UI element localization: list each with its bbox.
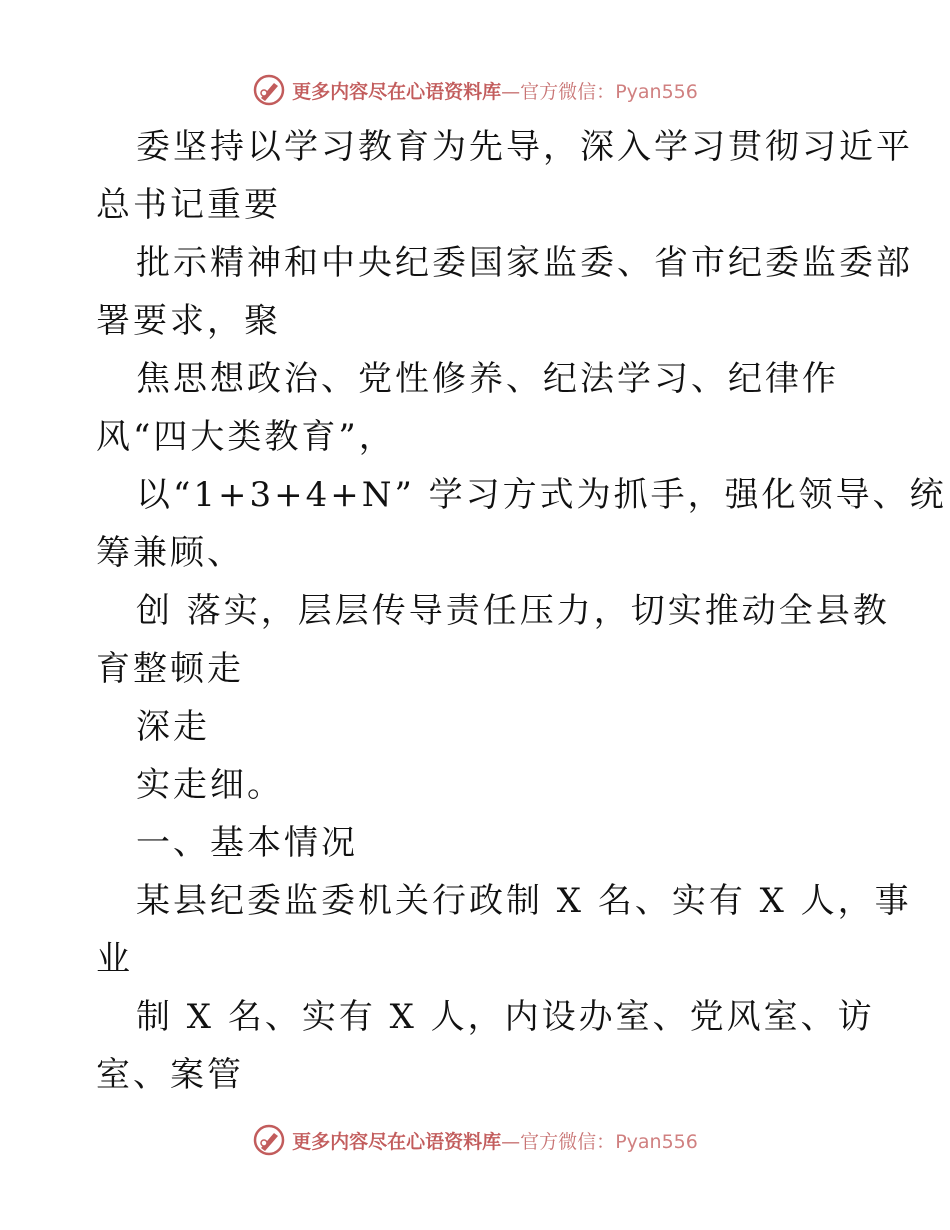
text-line: 筹兼顾、 xyxy=(96,533,244,573)
watermark-official: 官方微信： xyxy=(520,1130,616,1153)
pen-logo-icon xyxy=(252,73,286,107)
section-heading: 一、基本情况 xyxy=(136,823,358,863)
header-watermark xyxy=(0,70,950,110)
text-line: 焦思想政治、党性修养、纪法学习、纪律作 xyxy=(136,359,839,399)
text-line: 批示精神和中央纪委国家监委、省市纪委监委部 xyxy=(136,243,913,283)
text-line: 深走 xyxy=(136,707,210,747)
text-line: 室、案管 xyxy=(96,1055,244,1095)
text-line: 业 xyxy=(96,939,133,979)
text-line: 创 落实，层层传导责任压力，切实推动全县教 xyxy=(136,591,890,631)
text-line: 署要求，聚 xyxy=(96,301,281,341)
text-line: 总书记重要 xyxy=(96,185,281,225)
watermark-official: 官方微信： xyxy=(520,80,616,103)
text-line: 实走细。 xyxy=(136,765,284,805)
text-line: 以“1+3+4+N” 学习方式为抓手，强化领导、统 xyxy=(136,475,947,515)
watermark-wechat-id: Pyan556 xyxy=(615,1130,698,1153)
document-body xyxy=(96,118,947,1104)
footer-watermark xyxy=(0,1120,950,1160)
text-line: 委坚持以学习教育为先导，深入学习贯彻习近平 xyxy=(136,127,913,167)
watermark-wechat-id: Pyan556 xyxy=(615,80,698,103)
text-line: 风“四大类教育”， xyxy=(96,417,396,457)
watermark-text xyxy=(292,77,698,104)
text-line: 某县纪委监委机关行政制 X 名、实有 X 人，事 xyxy=(136,881,912,921)
watermark-dash: — xyxy=(501,1130,521,1153)
text-line: 制 X 名、实有 X 人，内设办室、党风室、访 xyxy=(136,997,875,1037)
watermark-text xyxy=(292,1127,698,1154)
watermark-brand: 更多内容尽在心语资料库 xyxy=(292,80,502,103)
pen-logo-icon xyxy=(252,1123,286,1157)
text-line: 育整顿走 xyxy=(96,649,244,689)
watermark-dash: — xyxy=(501,80,521,103)
watermark-brand: 更多内容尽在心语资料库 xyxy=(292,1130,502,1153)
